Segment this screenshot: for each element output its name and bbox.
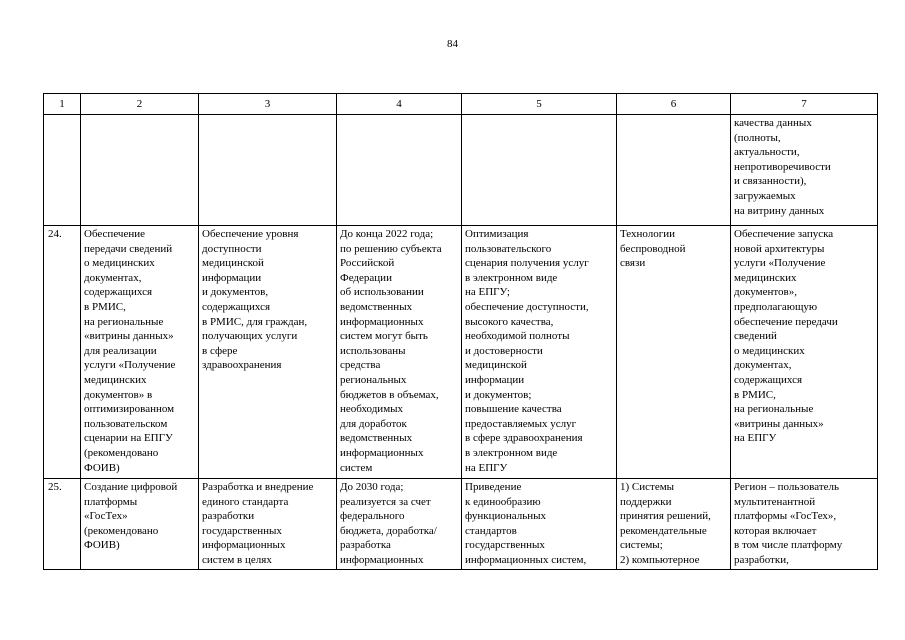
table-row-25 (44, 479, 878, 570)
row-number-cell (44, 115, 81, 226)
table-row-24 (44, 226, 878, 479)
result-cell: Обеспечение запуска новой архитектуры услуги «Получение медицинских документов», предполагающую обеспечение передачи сведений о медицинских документах, содержащихся в РМИС, на региональные «витрины данных» на ЕПГУ (731, 226, 878, 479)
table-row-continuation (44, 115, 878, 226)
result-cell: Регион – пользователь мультитенантной платформы «ГосТех», которая включает в том числе платформу разработки, (731, 479, 878, 570)
deadline-cell (337, 115, 462, 226)
effect-cell (462, 115, 617, 226)
technology-cell: 1) Системы поддержки принятия решений, рекомендательные системы; 2) компьютерное (617, 479, 731, 570)
column-header-2: 2 (81, 94, 199, 115)
goal-cell: Обеспечение уровня доступности медицинской информации и документов, содержащихся в РМИС, для граждан, получающих услуги в сфере здравоохранения (199, 226, 337, 479)
deadline-cell: До 2030 года; реализуется за счет федерального бюджета, доработка/ разработка информационных (337, 479, 462, 570)
column-header-5: 5 (462, 94, 617, 115)
technology-cell: Технологии беспроводной связи (617, 226, 731, 479)
technology-cell (617, 115, 731, 226)
measure-cell (81, 115, 199, 226)
measure-cell: Создание цифровой платформы «ГосТех» (рекомендовано ФОИВ) (81, 479, 199, 570)
column-header-7: 7 (731, 94, 878, 115)
result-cell: качества данных (полноты, актуальности, непротиворечивости и связанности), загружаемых на витрину данных (731, 115, 878, 226)
measure-cell: Обеспечение передачи сведений о медицинских документах, содержащихся в РМИС, на региональные «витрины данных» для реализации услуги «Получение медицинских документов» в оптимизированном пользовательском сценарии на ЕПГУ (рекомендовано ФОИВ) (81, 226, 199, 479)
row-number-cell: 24. (44, 226, 81, 479)
column-header-4: 4 (337, 94, 462, 115)
effect-cell: Приведение к единообразию функциональных стандартов государственных информационных систем, (462, 479, 617, 570)
column-header-3: 3 (199, 94, 337, 115)
goal-cell: Разработка и внедрение единого стандарта разработки государственных информационных систем в целях (199, 479, 337, 570)
goal-cell (199, 115, 337, 226)
effect-cell: Оптимизация пользовательского сценария получения услуг в электронном виде на ЕПГУ; обеспечение доступности, высокого качества, необходимой полноты и достоверности медицинской информации и документов; повышение качества предоставляемых услуг в сфере здравоохранения в электронном виде на ЕПГУ (462, 226, 617, 479)
page-number: 84 (447, 38, 458, 50)
row-number-cell: 25. (44, 479, 81, 570)
deadline-cell: До конца 2022 года; по решению субъекта Российской Федерации об использовании ведомственных информационных систем могут быть использованы средства региональных бюджетов в объемах, необходимых для доработок ведомственных информационных систем (337, 226, 462, 479)
column-header-6: 6 (617, 94, 731, 115)
column-header-1: 1 (44, 94, 81, 115)
measures-table (43, 93, 878, 570)
header-row (44, 94, 878, 115)
